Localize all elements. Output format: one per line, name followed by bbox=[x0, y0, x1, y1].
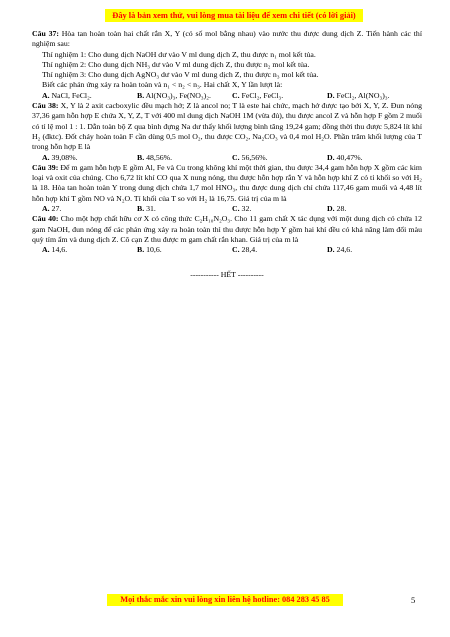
option-b[interactable]: B. 48,56%. bbox=[137, 152, 173, 162]
answer-options bbox=[32, 245, 422, 255]
preview-banner: Đây là bản xem thử, vui lòng mua tài liệu để xem chi tiết (có lời giải) bbox=[105, 9, 363, 22]
answer-options bbox=[32, 153, 422, 163]
option-a[interactable]: A. 39,08%. bbox=[42, 152, 78, 162]
option-a[interactable]: A. 27. bbox=[42, 204, 62, 214]
answer-options bbox=[32, 204, 422, 214]
experiment-3: Thí nghiệm 3: Cho dung dịch AgNO₃ dư vào V ml dung dịch Z, thu được n₃ mol kết tủa. bbox=[42, 70, 319, 80]
page-number: 5 bbox=[411, 595, 416, 605]
answer-options bbox=[32, 91, 422, 101]
question-stem: Để m gam hỗn hợp E gồm Al, Fe và Cu trong không khí một thời gian, thu được 34,4 gam hỗn hợp X gồm các kim loại và oxit của chúng. Cho 6,72 lít khí CO qua X nung nóng, thu được hỗn hợp rắn Y và hỗn hợp khí Z có tỉ khối so với H₂ là 18. Hòa tan hoàn toàn Y trong dung dịch chứa 1,7 mol HNO₃, thu được dung dịch chỉ chứa 117,46 gam muối và 4,48 lít hỗn hợp khí T gồm NO và N₂O. Tỉ khối của T so với H₂ là 16,75. Giá trị của m là bbox=[32, 162, 422, 203]
question-label: Câu 37: bbox=[32, 29, 60, 38]
option-a[interactable]: A. NaCl, FeCl₂. bbox=[42, 90, 92, 100]
experiment-1: Thí nghiệm 1: Cho dung dịch NaOH dư vào V ml dung dịch Z, thu được n₁ mol kết tủa. bbox=[42, 49, 316, 59]
option-a[interactable]: A. 14,6. bbox=[42, 245, 68, 255]
question-38 bbox=[32, 101, 422, 152]
question-stem: X, Y là 2 axit cacboxylic đều mạch hở; Z là ancol no; T là este hai chức, mạch hở được tạo bởi X, Y, Z. Đun nóng 37,36 gam hỗn hợp E chứa X, Y, Z, T với 400 ml dung dịch NaOH 1M (vừa đủ), thu được ancol Z và hỗn hợp F gồm 2 muối có tỉ lệ mol 1 : 1. Dẫn toàn bộ Z qua bình đựng Na dư thấy khối lượng bình tăng 19,24 gam; đồng thời thu được 5,824 lít khí H₂ (đktc). Đốt cháy hoàn toàn F cần dùng 0,5 mol O₂, thu được CO₂, Na₂CO₃ và 0,4 mol H₂O. Phần trăm khối lượng của T trong hỗn hợp E là bbox=[32, 101, 422, 152]
option-d[interactable]: D. 40,47%. bbox=[327, 152, 363, 162]
question-label: Câu 39: bbox=[32, 162, 59, 172]
question-label: Câu 40: bbox=[32, 214, 59, 224]
option-c[interactable]: C. 56,56%. bbox=[232, 152, 268, 162]
option-d[interactable]: D. FeCl₂, Al(NO₃)₃. bbox=[327, 90, 390, 100]
hotline-footer: Mọi thắc mắc xin vui lòng xin liên hệ hotline: 084 283 45 85 bbox=[107, 594, 343, 606]
option-d[interactable]: D. 24,6. bbox=[327, 245, 353, 255]
question-note: Biết các phản ứng xảy ra hoàn toàn và n₁ < n₂ < n₃. Hai chất X, Y lần lượt là: bbox=[42, 80, 283, 90]
option-c[interactable]: C. FeCl₂, FeCl₃. bbox=[232, 90, 284, 100]
question-37 bbox=[32, 29, 422, 50]
option-d[interactable]: D. 28. bbox=[327, 204, 347, 214]
question-39 bbox=[32, 163, 422, 204]
question-stem: Cho một hợp chất hữu cơ X có công thức C₂H₁₀N₂O₃. Cho 11 gam chất X tác dụng với một dung dịch có chứa 12 gam NaOH, đun nóng để các phản ứng xảy ra hoàn toàn thì thu được hỗn hợp Y gồm hai khí đều có khả năng làm đổi màu quỳ tím ẩm và dung dịch Z. Cô cạn Z thu được m gam chất rắn khan. Giá trị của m là bbox=[32, 214, 422, 244]
option-c[interactable]: C. 32. bbox=[232, 204, 252, 214]
question-stem: Hòa tan hoàn toàn hai chất rắn X, Y (có số mol bằng nhau) vào nước thu được dung dịch Z. Tiến hành các thí nghiệm sau: bbox=[32, 29, 422, 49]
option-b[interactable]: B. 31. bbox=[137, 204, 156, 214]
experiment-2: Thí nghiệm 2: Cho dung dịch NH₃ dư vào V ml dung dịch Z, thu được n₂ mol kết tủa. bbox=[42, 59, 310, 69]
option-c[interactable]: C. 28,4. bbox=[232, 245, 258, 255]
question-40 bbox=[32, 214, 422, 245]
questions bbox=[32, 29, 422, 288]
option-b[interactable]: B. 10,6. bbox=[137, 245, 162, 255]
question-label: Câu 38: bbox=[32, 101, 59, 111]
end-marker: ----------- HẾT ---------- bbox=[190, 269, 264, 279]
option-b[interactable]: B. Al(NO₃)₃, Fe(NO₃)₂. bbox=[137, 90, 211, 100]
